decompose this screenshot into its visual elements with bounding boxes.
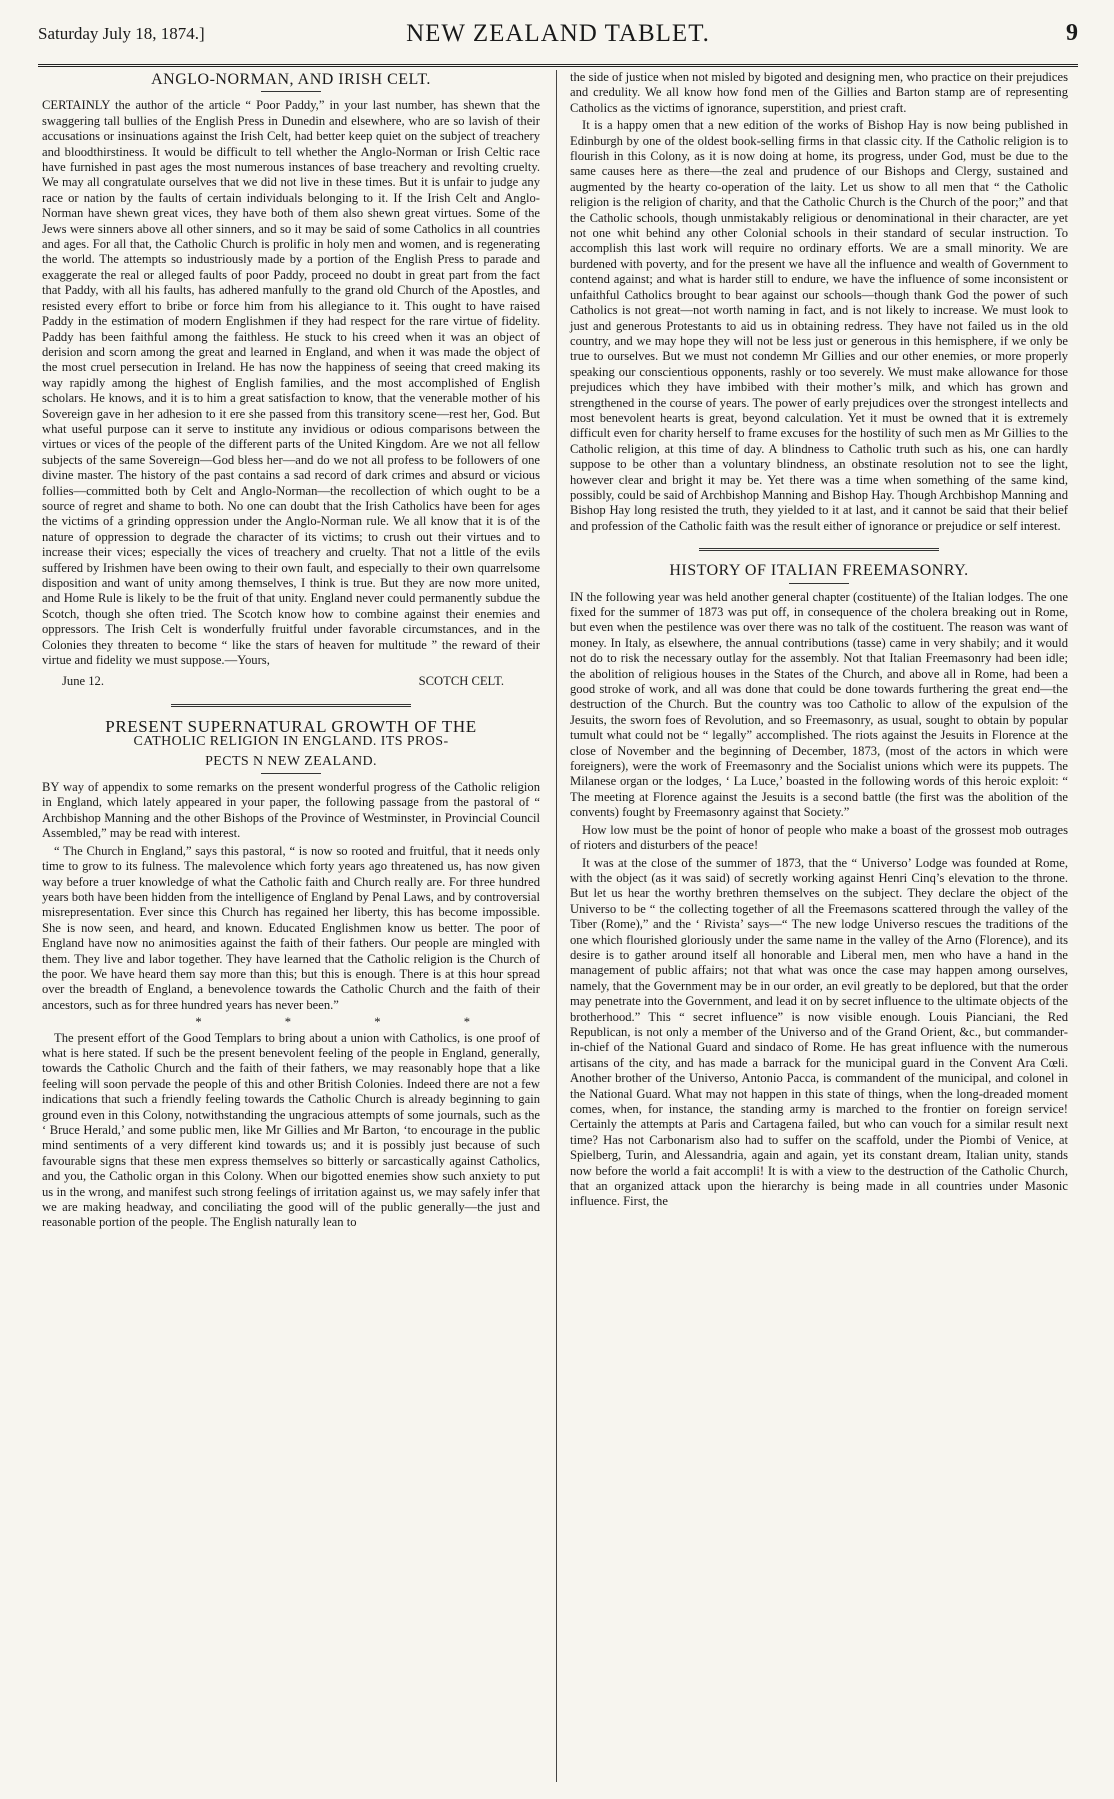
article-supernatural-title-line3: PECTS N NEW ZEALAND. — [205, 753, 377, 769]
title-rule — [261, 773, 321, 774]
article-supernatural-paragraph: “ The Church in England,” says this pastoral, “ is now so rooted and fruitful, that it needs only time to grow to its fulness. The malevolence which forty years ago threatened us, has now given way before a truer knowledge of what the Catholic faith and Church really are. For three hundred years both have been hidden from the intelligence of England by Penal Laws, and by controversial misrepresentation. Ever since this Church has regained her liberty, this has become impossible. She is now seen, and heard, and known. Educated Englishmen know us better. The poor of England have now no animosities against the faith of their fathers. Our people are mingled with them. They live and labor together. They have learned that the Catholic religion is the Church of the poor. We have heard them say more than this; but this is enough. There is at this hour spread over the breadth of England, a benevolence towards the Catholic Church and the faith of their ancestors, such as for three hundred years has never been.” — [42, 843, 540, 1012]
column-divider — [556, 70, 557, 1782]
article-supernatural-paragraph: BY way of appendix to some remarks on the present wonderful progress of the Catholic religion in England, which lately appeared in your paper, the following passage from the pastoral of “ Archbishop Manning and the other Bishops of the Province of Westminster, in Provincial Council Assembled,” may be read with interest. — [42, 780, 540, 841]
continuation-paragraph: It is a happy omen that a new edition of the works of Bishop Hay is now being published in Edinburgh by one of the oldest book-selling firms in that classic city. If the Catholic religion is to flourish in this Colony, as it is now doing at home, its progress, under God, must be due to the same causes here as there—the zeal and prudence of our Bishops and Clergy, sustained and augmented by the hearty co-operation of the laity. Let us show to all men that “ the Catholic religion is the religion of charity, and that the Catholic Church is the Church of the poor;” and that the Catholic schools, though unmistakably religious or denominational in their character, are yet not one whit behind any other Colonial schools in their standard of secular instruction. To accomplish this last work will require no ordinary efforts. We are a small minority. We are burdened with poverty, and for the present we have all the influence and wealth of Government to contend against; and what is harder still to endure, we have the influence of some inconsistent or unfaithful Catholics brought to bear against our schools—though thank God the power of such Catholics is not great—not worth naming in fact, and is not likely to increase. We must look to just and generous Protestants to aid us in obtaining redress. They have not failed us in the old country, and we may hope they will not be less just or generous in this hemisphere, if we only be true to ourselves. But we must not condemn Mr Gillies and our other enemies, or more properly speaking our conscientious opponents, rashly or too severely. We must make allowance for those prejudices which they have imbibed with their mother’s milk, and which has grown and strengthened in the course of years. The power of early prejudices over the strongest intellects and most benevolent hearts is great, beyond calculation. Yet it must be owned that it is extremely difficult even for charity herself to frame excuses for the hostility of such men as Mr Gillies to the Catholic religion, at this time of day. A blindness to Catholic truth such as his, one can hardly suppose to be other than a voluntary blindness, an obstinate resolution not to see the light, however clear and bright it may be. Yet there was a time when something of the same kind, possibly, could be said of Archbishop Manning and Bishop Hay. Though Archbishop Manning and Bishop Hay long resisted the truth, they yielded to it at last, and it cannot be said that their belief and profession of the Catholic faith was the result either of ignorance or prejudice or self interest. — [570, 118, 1068, 533]
title-rule — [261, 91, 321, 92]
newspaper-title: NEW ZEALAND TABLET. — [406, 20, 710, 47]
letter-date: June 12. — [62, 674, 104, 689]
left-column — [42, 70, 540, 1233]
section-break-stars: * * * * — [195, 1015, 510, 1030]
article-supernatural-paragraph: The present effort of the Good Templars to bring about a union with Catholics, is one proof of what is here stated. If such be the present benevolent feeling of the people in England, generally, towards the Catholic Church and the faith of their fathers, we may reasonably hope that a like feeling will soon pervade the people of this and other British Colonies. Indeed there are not a few indications that such a friendly feeling towards the Catholic Church is already beginning to gain ground even in this Colony, notwithstanding the ungracious attempts of some journals, such as the ‘ Bruce Herald,’ and some public men, like Mr Gillies and Mr Barton, ‘to encourage in the public mind sentiments of a very different kind towards us; and it is possibly just because of such favourable signs that these men express themselves so bitterly or sarcastically against Catholics, and you, the Catholic organ in this Colony. When our bigotted enemies show such anxiety to put us in the wrong, and manifest such strong feelings of irritation against us, we may safely infer that we are making headway, and conciliating the good will of the public generally—the just and reasonable portion of the people. The English naturally lean to — [42, 1030, 540, 1230]
issue-date: Saturday July 18, 1874.] — [38, 24, 205, 43]
article-freemasonry-title: HISTORY OF ITALIAN FREEMASONRY. — [669, 562, 969, 580]
article-freemasonry-paragraph: How low must be the point of honor of people who make a boast of the grossest mob outrages of rioters and disturbers of the peace! — [570, 822, 1068, 853]
right-column — [570, 70, 1068, 1212]
article-freemasonry-paragraph: It was at the close of the summer of 1873, that the “ Universo’ Lodge was founded at Rome, with the object (as it was said) of secretly working against Henri Cinq’s elevation to the throne. But let us hear the worthy brethren themselves on the subject. They declare the object of the Universo to be “ the collecting together of all the Freemasons scattered through the valley of the Tiber (Rome),” and the ‘ Rivista’ says—“ The new lodge Universo rescues the traditions of the one which flourished gloriously under the same name in the valley of the Arno (Florence), and its desire is to gather around itself all honorable and Liberal men, men who have a hand in the management of public affairs; not that what was once the case may happen among ourselves, namely, that the Government may be in our order, an evil greatly to be deplored, but that the order may penetrate into the Government, and lead it on by secret influence to the ultimate objects of the brotherhood.” This “ secret influence” is now visible enough. Louis Pianciani, the Red Republican, is not only a member of the Universo and of the Grand Orient, &c., but commander-in-chief of the National Guard and sindaco of Rome. He has great influence with the numerous artisans of the city, and has made a barrack for the municipal guard in the Convent Ara Cœli. Another brother of the Universo, Antonio Pacca, is commandent of the municipal, and colonel in the National Guard. What may not happen in this state of things, when the long-dreaded moment comes, when, for instance, the standing army is marched to the frontier on foreign service! Certainly the attempts at Paris and Cartagena failed, but who can vouch for a similar result next time? Has not Carbonarism also had to suffer on the scaffold, under the Piombi of Venice, at Spielberg, Turin, and Alessandria, again and again, yet its constant dream, Italian unity, stands now before the world a fait accompli! It is with a view to the destruction of the Catholic Church, that an organized attack upon the hierarchy is being made in all countries under Masonic influence. First, the — [570, 855, 1068, 1209]
article-supernatural-title-line2: CATHOLIC RELIGION IN ENGLAND. ITS PROS- — [133, 734, 449, 750]
signature-line — [42, 674, 540, 689]
masthead — [38, 18, 1078, 62]
article-separator — [171, 704, 411, 707]
title-rule — [789, 583, 849, 584]
page-number: 9 — [1066, 20, 1078, 46]
continuation-paragraph: the side of justice when not misled by bigoted and designing men, who practice on their prejudices and credulity. We all know how fond men of the Gillies and Barton stamp are of representing Catholics as the victims of ignorance, superstition, and priest craft. — [570, 70, 1068, 115]
masthead-rule — [38, 64, 1078, 67]
article-anglo-norman-paragraph: CERTAINLY the author of the article “ Poor Paddy,” in your last number, has shewn that the swaggering tall bullies of the English Press in Dunedin and elsewhere, who are so lavish of their accusations or insinuations against the Irish Celt, had better keep quiet on the subject of treachery and bloodthirstiness. It would be difficult to tell whether the Anglo-Norman or Irish Celtic race have furnished in past ages the most numerous instances of base treachery and revolting cruelty. We may all congratulate ourselves that we did not live in these times. But it is unfair to judge any race or nation by the faults of certain individuals belonging to it. If the Irish Celt and Anglo-Norman have shewn great vices, they have both of them also shewn great virtues. Some of the Jews were sinners above all other sinners, and so it may be said of some Catholics in all countries and ages. For all that, the Catholic Church is prolific in holy men and women, and is regenerating the world. The attempts so industriously made by a portion of the English Press to parade and exaggerate the real or alleged faults of poor Paddy, proceed no doubt in great part from the fact that Paddy, with all his faults, has adhered manfully to the grand old Church of the Apostles, and resisted every effort to bribe or force him from his allegiance to it. This ought to have raised Paddy in the estimation of modern Englishmen if they had respect for the rare virtue of fidelity. Paddy has been faithful among the faithless. He stuck to his creed when it was an object of derision and scorn among the great and learned in England, and when it was made the object of the most cruel persecution in Ireland. He has now the happiness of seeing that creed making its way rapidly among the highest of English families, and the most accomplished of English scholars. He knows, and it is to him a great satisfaction to know, that the venerable mother of his Sovereign gave in her adhesion to it ere she passed from this transitory scene—rest her, God. But what useful purpose can it serve to institute any invidious or odious comparisons between the virtues or vices of the people of the different parts of the United Kingdom. Are we not all fellow subjects of the same Sovereign—God bless her—and do we not all profess to be followers of one divine master. The history of the past contains a sad record of dark crimes and absurd or vicious follies—committed both by Celt and Anglo-Norman—the recollection of which ought to be a source of regret and shame to both. No one can doubt that the Irish Catholics have been for ages the victims of a grinding oppression under the Anglo-Norman rule. We all know that it is of the nature of oppression to degrade the character of its victims; to crush out their virtues and to increase their vices; especially the vices of treachery and cruelty. That not a little of the evils suffered by Irishmen have been owing to their own fault, and especially to their own quarrelsome disposition and want of unity among themselves, I think is true. But they are now more united, and Home Rule is likely to be the fruit of that unity. England never could permanently subdue the Scotch, though she often tried. The Scotch know how to combine against their enemies and oppressors. The Irish Celt is wonderfully fruitful under favorable circumstances, and in the Colonies they threaten to become “ like the stars of heaven for multitude ” the reward of their virtue and fidelity we must suppose.—Yours, — [42, 98, 540, 668]
article-separator — [699, 548, 939, 551]
article-supernatural-title-line1: PRESENT SUPERNATURAL GROWTH OF THE — [105, 716, 477, 736]
article-freemasonry-paragraph: IN the following year was held another general chapter (costituente) of the Italian lodges. The one fixed for the summer of 1873 was put off, in consequence of the cholera breaking out in Rome, but even when the pestilence was over there was no talk of the costituent. The reason was want of money. In Italy, as elsewhere, the annual contributions (tasse) came in very shabily; and it would not do to risk the necessary outlay for the assembly. Not that Italian Freemasonry had been idle; the abolition of religious houses in the States of the Church, and above all in Rome, had been a good stroke of work, and all was done that could be done towards furthering the great end—the destruction of the Church. But the country was too Catholic to allow of the expulsion of the Jesuits, the sworn foes of Revolution, and so Freemasonry, as usual, sought to obtain by popular tumult what could not be “ legally” accomplished. The riots against the Jesuits in Florence at the close of November and the beginning of December, 1873, (most of the actors in which were foreigners), were the work of Freemasonry and the Socialist unions which were its puppets. The Milanese organ or the lodges, ‘ La Luce,’ boasted in the following words of this heroic exploit: “ The meeting at Florence against the Jesuits is a second battle (the first was the abolition of the convents) fought by Freemasonry against that Society.” — [570, 589, 1068, 820]
letter-signature: SCOTCH CELT. — [418, 674, 504, 689]
article-anglo-norman-title: ANGLO-NORMAN, AND IRISH CELT. — [151, 71, 431, 88]
